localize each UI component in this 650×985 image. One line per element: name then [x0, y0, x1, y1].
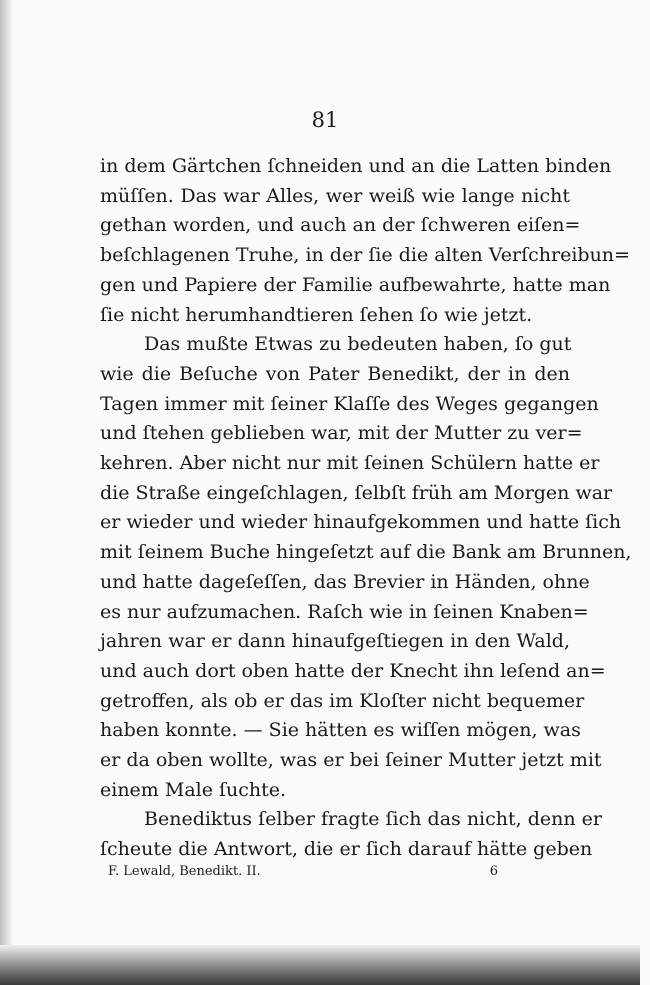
page-number: 81	[311, 108, 339, 132]
text-line: er da oben wollte, was er bei ſeiner Mutter jetzt mit	[100, 749, 602, 772]
text-line: und ſtehen geblieben war, mit der Mutter zu ver=	[100, 422, 583, 445]
text-line: haben konnte. — Sie hätten es wiſſen mögen, was	[100, 719, 581, 742]
text-line: Das mußte Etwas zu bedeuten haben, ſo gut	[144, 333, 572, 356]
text-line: die Straße eingeſchlagen, ſelbſt früh am Morgen war	[100, 481, 613, 504]
text-line: es nur aufzumachen. Raſch wie in ſeinen Knaben=	[100, 600, 589, 623]
text-line: und auch dort oben hatte der Knecht ihn leſend an=	[100, 659, 606, 682]
scan-edge-shadow	[0, 0, 12, 985]
text-line: kehren. Aber nicht nur mit ſeinen Schülern hatte er	[100, 452, 600, 475]
text-line: mit ſeinem Buche hingeſetzt auf die Bank am Brunnen,	[100, 541, 632, 564]
text-line: ſie nicht herumhandtieren ſehen ſo wie jetzt.	[100, 303, 533, 326]
text-line: gen und Papiere der Familie aufbewahrte, hatte man	[100, 273, 611, 296]
text-line: einem Male ſuchte.	[100, 778, 287, 801]
text-line: gethan worden, und auch an der ſchweren eiſen=	[100, 214, 581, 237]
text-line: und hatte dageſeſſen, das Brevier in Händen, ohne	[100, 570, 590, 593]
text-line: ſcheute die Antwort, die er ſich darauf hätte geben	[100, 838, 593, 861]
text-line: jahren war er dann hinaufgeſtiegen in den Wald,	[100, 630, 570, 653]
signature-mark: F. Lewald, Benedikt. II.	[108, 864, 261, 879]
text-line: Benediktus ſelber fragte ſich das nicht, denn er	[144, 808, 602, 831]
text-line: beſchlagenen Truhe, in der ſie die alten Verſchreibun=	[100, 244, 630, 267]
page-footer	[108, 864, 498, 879]
text-line: wie die Beſuche von Pater Benedikt, der in den	[100, 362, 570, 385]
sheet-number: 6	[489, 864, 498, 879]
scan-bottom-shadow	[0, 945, 640, 985]
page-body	[100, 152, 632, 865]
text-line: müſſen. Das war Alles, wer weiß wie lange nicht	[100, 184, 570, 207]
text-line: getroffen, als ob er das im Kloſter nicht bequemer	[100, 689, 585, 712]
text-line: Tagen immer mit ſeiner Klaſſe des Weges gegangen	[100, 392, 599, 415]
text-line: er wieder und wieder hinaufgekommen und hatte ſich	[100, 511, 622, 534]
text-line: in dem Gärtchen ſchneiden und an die Latten binden	[100, 155, 612, 177]
